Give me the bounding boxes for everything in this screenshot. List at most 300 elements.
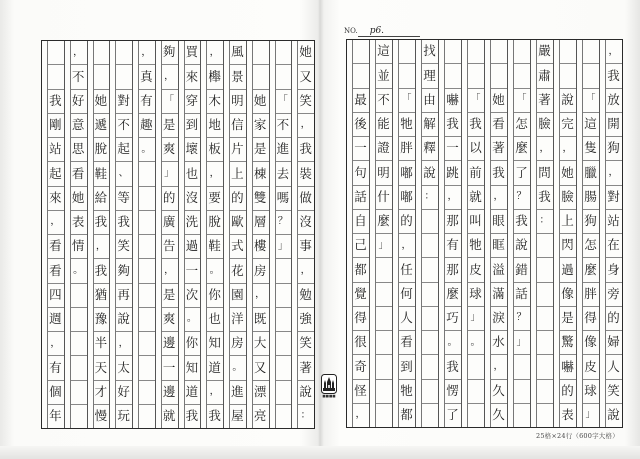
manuscript-cell: 何 <box>398 283 415 307</box>
manuscript-cell: 找 <box>421 40 438 64</box>
manuscript-cell: 板 <box>206 138 223 162</box>
manuscript-cell: 牠 <box>398 380 415 404</box>
column-gutter <box>88 41 94 428</box>
manuscript-cell <box>559 64 576 88</box>
manuscript-cell: 是 <box>559 307 576 331</box>
page-number <box>344 27 420 37</box>
manuscript-cell: ， <box>70 41 87 65</box>
manuscript-cell: 我 <box>208 408 221 424</box>
manuscript-cell: 看 <box>490 113 507 137</box>
right-page-column <box>461 40 484 427</box>
manuscript-cell: 放 <box>605 89 622 113</box>
manuscript-cell: 是 <box>161 284 178 308</box>
manuscript-cell: 我 <box>513 210 530 234</box>
left-page-column <box>291 41 314 428</box>
manuscript-cell: 開 <box>605 113 622 137</box>
manuscript-cell: 我 <box>297 138 314 162</box>
manuscript-cell <box>398 64 415 88</box>
left-page-column <box>155 41 178 428</box>
manuscript-cell: 都 <box>400 407 413 423</box>
left-page-column <box>200 41 223 428</box>
manuscript-cell: 事 <box>297 235 314 259</box>
manuscript-cell: 看 <box>70 162 87 186</box>
manuscript-cell: 那 <box>444 210 461 234</box>
manuscript-cell: 也 <box>206 308 223 332</box>
manuscript-cell <box>375 307 392 331</box>
manuscript-cell <box>513 355 530 379</box>
manuscript-cell: 猶 <box>93 284 110 308</box>
manuscript-cell: 不 <box>375 89 392 113</box>
manuscript-cell: 夠 <box>161 41 178 65</box>
manuscript-cell <box>421 404 438 427</box>
manuscript-cell <box>93 41 110 65</box>
manuscript-cell: ， <box>252 284 269 308</box>
manuscript-cell <box>536 331 553 355</box>
manuscript-cell: 太 <box>115 356 132 380</box>
manuscript-cell: 等 <box>115 187 132 211</box>
manuscript-cell: 風 <box>229 41 246 65</box>
manuscript-cell: ： <box>300 410 311 422</box>
manuscript-cell: 去 <box>275 162 292 186</box>
manuscript-cell <box>536 355 553 379</box>
column-gutter <box>156 41 162 428</box>
manuscript-cell: 人 <box>398 307 415 331</box>
manuscript-cell: 既 <box>252 308 269 332</box>
manuscript-cell <box>467 355 484 379</box>
manuscript-cell: 怪 <box>352 380 369 404</box>
manuscript-cell: 我 <box>115 211 132 235</box>
manuscript-cell: 思 <box>70 138 87 162</box>
manuscript-cell: 家 <box>252 114 269 138</box>
manuscript-cell <box>47 65 64 89</box>
manuscript-cell: 爽 <box>161 138 178 162</box>
manuscript-cell: 櫸 <box>206 65 223 89</box>
manuscript-cell: 」 <box>275 235 292 259</box>
manuscript-cell: ， <box>138 41 155 65</box>
right-page-column <box>484 40 507 427</box>
manuscript-cell: 到 <box>398 355 415 379</box>
manuscript-cell: 嚇 <box>444 89 461 113</box>
manuscript-cell: 」 <box>513 331 530 355</box>
manuscript-cell: 起 <box>47 162 64 186</box>
manuscript-cell <box>275 405 292 428</box>
manuscript-cell: 你 <box>184 332 201 356</box>
manuscript-cell: 個 <box>47 381 64 405</box>
manuscript-cell: ， <box>490 186 507 210</box>
left-page-column <box>64 41 87 428</box>
manuscript-cell: 驚 <box>559 331 576 355</box>
manuscript-cell: 什 <box>375 186 392 210</box>
manuscript-cell <box>421 258 438 282</box>
manuscript-cell: 這 <box>582 113 599 137</box>
manuscript-cell <box>375 380 392 404</box>
right-page-column <box>392 40 415 427</box>
manuscript-cell: 洋 <box>229 308 246 332</box>
manuscript-cell: 買 <box>184 41 201 65</box>
manuscript-cell: 解 <box>421 113 438 137</box>
manuscript-cell: 木 <box>206 90 223 114</box>
manuscript-cell: 她 <box>252 90 269 114</box>
manuscript-cell: 像 <box>582 331 599 355</box>
manuscript-cell: 地 <box>206 114 223 138</box>
manuscript-cell: 是 <box>161 114 178 138</box>
right-page-column <box>369 40 392 427</box>
column-gutter <box>508 40 514 427</box>
manuscript-cell: 閃 <box>559 234 576 258</box>
manuscript-cell: ， <box>47 211 64 235</box>
manuscript-cell <box>275 308 292 332</box>
manuscript-cell: 大 <box>252 332 269 356</box>
manuscript-cell: 皮 <box>467 258 484 282</box>
manuscript-cell: 真 <box>138 65 155 89</box>
manuscript-cell <box>352 64 369 88</box>
manuscript-cell: 得 <box>352 307 369 331</box>
manuscript-cell: 棟 <box>252 162 269 186</box>
manuscript-cell: ， <box>605 40 622 64</box>
manuscript-cell: 」 <box>467 307 484 331</box>
manuscript-cell: 屋 <box>231 408 244 424</box>
manuscript-cell: 話 <box>352 186 369 210</box>
manuscript-cell: 邊 <box>161 332 178 356</box>
manuscript-cell <box>70 381 87 405</box>
manuscript-cell: ， <box>47 332 64 356</box>
manuscript-cell: 錯 <box>513 258 530 282</box>
manuscript-cell: 不 <box>115 114 132 138</box>
manuscript-cell: 給 <box>93 187 110 211</box>
manuscript-cell: 做 <box>297 187 314 211</box>
manuscript-cell: 久 <box>492 407 505 423</box>
manuscript-cell: 。 <box>229 356 246 380</box>
manuscript-cell: 穿 <box>184 90 201 114</box>
manuscript-cell <box>70 332 87 356</box>
manuscript-cell: 肅 <box>536 64 553 88</box>
manuscript-cell: 牠 <box>398 113 415 137</box>
manuscript-cell: 很 <box>352 331 369 355</box>
manuscript-cell: 好 <box>70 90 87 114</box>
manuscript-cell: 過 <box>559 258 576 282</box>
manuscript-cell: ， <box>355 409 366 421</box>
manuscript-cell: 你 <box>206 284 223 308</box>
manuscript-cell: 表 <box>70 211 87 235</box>
manuscript-cell: 玩 <box>117 408 130 424</box>
manuscript-cell <box>536 380 553 404</box>
manuscript-cell <box>93 65 110 89</box>
manuscript-cell: 「 <box>275 90 292 114</box>
manuscript-cell: ， <box>206 381 223 405</box>
manuscript-cell <box>421 307 438 331</box>
manuscript-cell: ， <box>398 234 415 258</box>
grid-spec-footer: 25格×24行（600字大格） <box>536 432 619 440</box>
manuscript-cell: 。 <box>467 331 484 355</box>
manuscript-cell: 水 <box>490 331 507 355</box>
manuscript-cell: 這 <box>375 40 392 64</box>
right-page-column <box>530 40 553 427</box>
manuscript-cell: 知 <box>206 332 223 356</box>
manuscript-cell: ， <box>605 161 622 185</box>
manuscript-cell: 又 <box>252 356 269 380</box>
manuscript-cell: 沒 <box>297 211 314 235</box>
manuscript-cell: 證 <box>375 137 392 161</box>
manuscript-cell <box>513 380 530 404</box>
manuscript-cell: 週 <box>47 308 64 332</box>
manuscript-cell: 鞋 <box>93 162 110 186</box>
manuscript-cell: 胖 <box>582 283 599 307</box>
manuscript-cell: 釋 <box>421 137 438 161</box>
manuscript-cell: 完 <box>559 113 576 137</box>
manuscript-cell: 道 <box>206 356 223 380</box>
manuscript-cell: 球 <box>467 283 484 307</box>
manuscript-cell: 廣 <box>161 211 178 235</box>
manuscript-cell: 像 <box>559 283 576 307</box>
manuscript-cell <box>536 404 553 427</box>
manuscript-cell <box>490 40 507 64</box>
column-gutter <box>439 40 445 427</box>
manuscript-cell: 脫 <box>206 211 223 235</box>
manuscript-cell: 「 <box>161 90 178 114</box>
manuscript-cell: 她 <box>93 90 110 114</box>
manuscript-cell: 嗎 <box>275 187 292 211</box>
manuscript-cell: 道 <box>184 381 201 405</box>
manuscript-cell: 久 <box>490 380 507 404</box>
manuscript-cell <box>138 211 155 235</box>
right-page-column <box>438 40 461 427</box>
manuscript-cell: 眼 <box>490 210 507 234</box>
manuscript-cell: 雙 <box>252 187 269 211</box>
manuscript-cell: 鞋 <box>206 235 223 259</box>
manuscript-cell <box>70 405 87 428</box>
manuscript-cell: 邊 <box>161 381 178 405</box>
manuscript-cell: 再 <box>115 284 132 308</box>
manuscript-cell: 站 <box>47 138 64 162</box>
manuscript-cell: 天 <box>93 356 110 380</box>
manuscript-cell: 洗 <box>184 211 201 235</box>
manuscript-cell: ： <box>536 210 553 234</box>
manuscript-cell: 看 <box>47 259 64 283</box>
page-number-value: p6. <box>358 27 420 37</box>
manuscript-cell: 式 <box>229 235 246 259</box>
manuscript-cell: 的 <box>398 210 415 234</box>
manuscript-cell: 後 <box>352 113 369 137</box>
manuscript-cell: ， <box>536 137 553 161</box>
column-gutter <box>462 40 468 427</box>
manuscript-cell: 我 <box>185 408 199 424</box>
left-manuscript-grid <box>41 40 315 429</box>
manuscript-cell: 就 <box>467 186 484 210</box>
manuscript-cell: 層 <box>252 211 269 235</box>
manuscript-cell: 是 <box>252 138 269 162</box>
manuscript-cell: 她 <box>490 89 507 113</box>
manuscript-cell: 奇 <box>352 355 369 379</box>
right-page-column <box>415 40 438 427</box>
column-gutter <box>577 40 583 427</box>
manuscript-cell: 笑 <box>297 332 314 356</box>
manuscript-cell: 看 <box>47 235 64 259</box>
manuscript-cell <box>536 307 553 331</box>
manuscript-cell: 夠 <box>115 259 132 283</box>
manuscript-cell: 前 <box>467 161 484 185</box>
manuscript-cell <box>275 259 292 283</box>
manuscript-cell: 勉 <box>297 284 314 308</box>
manuscript-cell: 都 <box>352 258 369 282</box>
column-gutter <box>347 40 353 427</box>
manuscript-cell <box>467 40 484 64</box>
manuscript-cell: ， <box>297 114 314 138</box>
manuscript-cell: 牠 <box>467 234 484 258</box>
manuscript-cell <box>138 235 155 259</box>
manuscript-cell: 剛 <box>47 114 64 138</box>
manuscript-cell: 強 <box>297 308 314 332</box>
manuscript-cell: ， <box>206 41 223 65</box>
logo-caption: ■■■■ <box>322 394 336 398</box>
manuscript-cell: 上 <box>559 210 576 234</box>
column-gutter <box>224 41 230 428</box>
manuscript-cell <box>252 65 269 89</box>
right-page-column <box>576 40 599 427</box>
manuscript-cell <box>421 210 438 234</box>
manuscript-cell <box>559 40 576 64</box>
manuscript-cell: 。 <box>206 259 223 283</box>
manuscript-cell <box>375 283 392 307</box>
manuscript-cell: 旁 <box>605 283 622 307</box>
manuscript-cell: 才 <box>93 381 110 405</box>
manuscript-cell: 片 <box>229 138 246 162</box>
manuscript-cell: 景 <box>229 65 246 89</box>
manuscript-cell: 告 <box>161 235 178 259</box>
manuscript-cell <box>398 40 415 64</box>
manuscript-cell: ， <box>444 186 461 210</box>
page-bottom-edge <box>0 446 640 459</box>
manuscript-cell: 了 <box>446 407 459 423</box>
manuscript-cell: 明 <box>375 161 392 185</box>
manuscript-cell: 」 <box>375 234 392 258</box>
manuscript-cell: 說 <box>421 161 438 185</box>
manuscript-cell: 。 <box>138 138 155 162</box>
manuscript-cell: 腸 <box>582 186 599 210</box>
manuscript-cell: ， <box>490 355 507 379</box>
manuscript-cell: 嘟 <box>398 161 415 185</box>
manuscript-cell <box>138 259 155 283</box>
manuscript-cell <box>421 283 438 307</box>
left-page-column <box>87 41 110 428</box>
manuscript-cell <box>444 40 461 64</box>
manuscript-cell: 說 <box>297 381 314 405</box>
manuscript-cell: ， <box>297 259 314 283</box>
manuscript-cell: 慢 <box>94 408 108 424</box>
manuscript-cell: 過 <box>184 235 201 259</box>
column-gutter <box>416 40 422 427</box>
manuscript-cell: 。 <box>70 259 87 283</box>
manuscript-cell: 那 <box>444 258 461 282</box>
manuscript-cell: 「 <box>582 89 599 113</box>
manuscript-cell: 著 <box>297 356 314 380</box>
manuscript-cell: ？ <box>513 186 530 210</box>
manuscript-cell <box>375 355 392 379</box>
manuscript-cell: 人 <box>605 355 622 379</box>
right-page-column <box>347 40 369 427</box>
left-page-column <box>246 41 269 428</box>
manuscript-cell <box>138 381 155 405</box>
manuscript-cell: 進 <box>275 138 292 162</box>
manuscript-cell <box>138 187 155 211</box>
right-manuscript-grid <box>346 39 623 428</box>
manuscript-cell: 的 <box>161 187 178 211</box>
manuscript-cell: 隻 <box>582 137 599 161</box>
manuscript-cell <box>138 332 155 356</box>
manuscript-cell <box>582 40 599 64</box>
manuscript-cell: 又 <box>297 65 314 89</box>
manuscript-cell: 「 <box>513 89 530 113</box>
manuscript-cell: 笑 <box>115 235 132 259</box>
manuscript-cell: 歐 <box>229 211 246 235</box>
manuscript-cell: 遞 <box>93 114 110 138</box>
manuscript-cell <box>467 404 484 427</box>
manuscript-cell <box>275 356 292 380</box>
manuscript-cell <box>138 284 155 308</box>
manuscript-cell <box>582 64 599 88</box>
manuscript-cell: 由 <box>421 89 438 113</box>
left-page-column <box>269 41 292 428</box>
manuscript-cell: 。 <box>184 308 201 332</box>
manuscript-cell: 麼 <box>513 137 530 161</box>
manuscript-cell: 明 <box>229 90 246 114</box>
manuscript-cell: 的 <box>559 380 576 404</box>
manuscript-cell: 也 <box>184 162 201 186</box>
manuscript-cell: 我 <box>605 64 622 88</box>
manuscript-cell: 臘 <box>582 161 599 185</box>
manuscript-cell <box>375 404 392 427</box>
manuscript-cell: 年 <box>49 408 62 424</box>
manuscript-cell: 。 <box>444 331 461 355</box>
manuscript-cell: 說 <box>115 308 132 332</box>
manuscript-cell: 能 <box>375 113 392 137</box>
right-page-column <box>599 40 622 427</box>
manuscript-cell: 怎 <box>513 113 530 137</box>
column-gutter <box>292 41 298 428</box>
manuscript-cell <box>138 405 155 428</box>
manuscript-cell <box>421 380 438 404</box>
manuscript-cell: 我 <box>536 186 553 210</box>
manuscript-cell: 得 <box>582 307 599 331</box>
manuscript-cell: 豫 <box>93 308 110 332</box>
manuscript-cell: ， <box>559 137 576 161</box>
manuscript-cell: 叫 <box>467 210 484 234</box>
manuscript-cell: 臉 <box>536 113 553 137</box>
manuscript-cell: 站 <box>605 210 622 234</box>
manuscript-cell <box>275 284 292 308</box>
manuscript-cell: 淚 <box>490 307 507 331</box>
manuscript-cell: 並 <box>375 64 392 88</box>
manuscript-cell <box>47 41 64 65</box>
manuscript-cell <box>467 64 484 88</box>
manuscript-cell: 理 <box>421 64 438 88</box>
manuscript-cell: 上 <box>229 162 246 186</box>
manuscript-cell: 問 <box>536 161 553 185</box>
left-page-column <box>223 41 246 428</box>
manuscript-cell: 房 <box>252 259 269 283</box>
left-page-column <box>132 41 155 428</box>
manuscript-cell: 愣 <box>444 380 461 404</box>
manuscript-cell <box>467 380 484 404</box>
manuscript-cell <box>375 258 392 282</box>
manuscript-cell: 臉 <box>559 186 576 210</box>
manuscript-cell: 的 <box>229 187 246 211</box>
manuscript-cell: 一 <box>444 137 461 161</box>
manuscript-cell: 漂 <box>252 381 269 405</box>
manuscript-cell: 信 <box>229 114 246 138</box>
manuscript-cell: 笑 <box>605 380 622 404</box>
manuscript-cell <box>138 308 155 332</box>
manuscript-cell: 」 <box>585 409 596 421</box>
